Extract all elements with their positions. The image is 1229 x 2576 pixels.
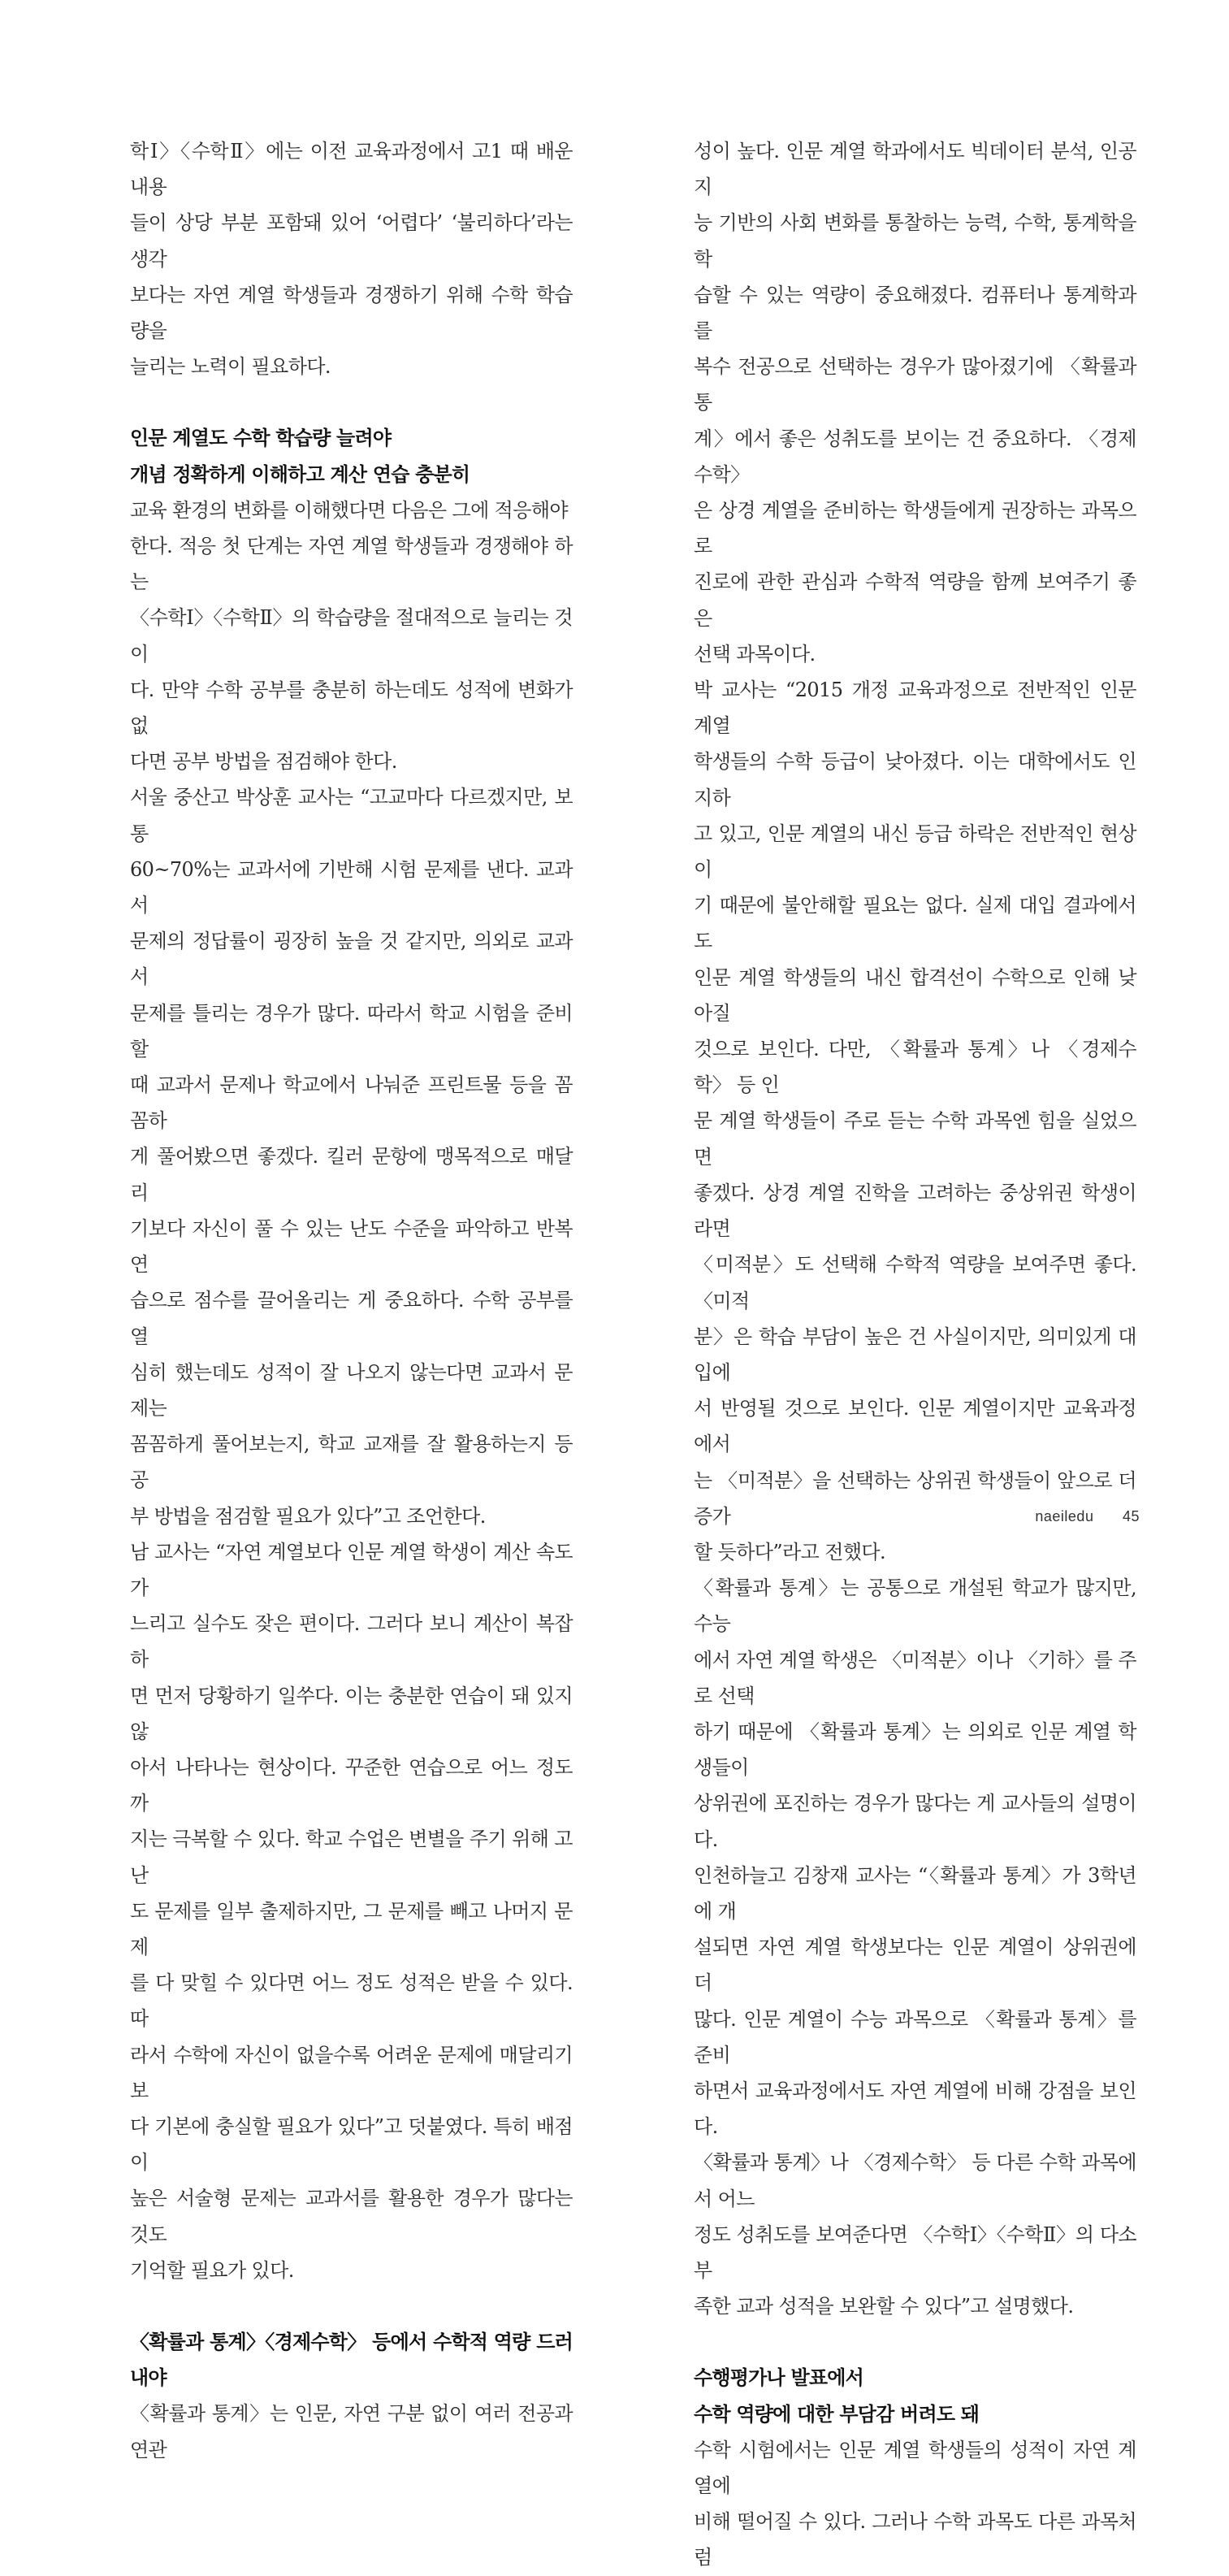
section-heading-humanities-math: 인문 계열도 수학 학습량 늘려야 개념 정확하게 이해하고 계산 연습 충분히 xyxy=(130,427,470,486)
spacer xyxy=(130,384,573,420)
section-heading-performance-assessment: 수행평가나 발표에서 수학 역량에 대한 부담감 버려도 돼 xyxy=(694,2366,980,2426)
intro-paragraph: 학Ⅰ〉〈수학Ⅱ〉에는 이전 교육과정에서 고1 때 배운 내용 들이 상당 부분 포함돼 있어 ‘어렵다’ ‘불리하다’라는 생각 보다는 자연 계열 학생들과 경쟁하기 위해 수학 학습량을 늘리는 노력이 필요하다. xyxy=(130,140,573,379)
left-column xyxy=(130,133,573,2468)
section-heading-statistics-economics: 〈확률과 통계〉〈경제수학〉 등에서 수학적 역량 드러내야 xyxy=(130,2330,573,2390)
spacer xyxy=(694,2324,1136,2360)
body-paragraph: 남 교사는 “자연 계열보다 인문 계열 학생이 계산 속도가 느리고 실수도 잦은 편이다. 그러다 보니 계산이 복잡하 면 먼저 당황하기 일쑤다. 이는 충분한 연습이 돼 있지 않 아서 나타나는 현상이다. 꾸준한 연습으로 어느 정도까 지는 극복할 수 있다. 학교 수업은 변별을 주기 위해 고난 도 문제를 일부 출제하지만, 그 문제를 빼고 나머지 문제 를 다 맞힐 수 있다면 어느 정도 성적은 받을 수 있다. 따 라서 수학에 자신이 없을수록 어려운 문제에 매달리기보 다 기본에 충실할 필요가 있다”고 덧붙였다. 특히 배점이 높은 서술형 문제는 교과서를 활용한 경우가 많다는 것도 기억할 필요가 있다. xyxy=(130,1540,573,2282)
body-paragraph: 성이 높다. 인문 계열 학과에서도 빅데이터 분석, 인공지 능 기반의 사회 변화를 통찰하는 능력, 수학, 통계학을 학 습할 수 있는 역량이 중요해졌다. 컴퓨터나 통계학과를 복수 전공으로 선택하는 경우가 많아졌기에 〈확률과 통 계〉에서 좋은 성취도를 보이는 건 중요하다. 〈경제수학〉 은 상경 계열을 준비하는 학생들에게 권장하는 과목으로 진로에 관한 관심과 수학적 역량을 함께 보여주기 좋은 선택 과목이다. xyxy=(694,140,1136,666)
body-paragraph: 수학 시험에서는 인문 계열 학생들의 성적이 자연 계열에 비해 떨어질 수 있다. 그러나 수학 과목도 다른 과목처럼 xyxy=(694,2438,1136,2569)
publication-name: naeiledu xyxy=(1035,1508,1094,1524)
body-paragraph: 〈확률과 통계〉는 공통으로 개설된 학교가 많지만, 수능 에서 자연 계열 학생은 〈미적분〉이나 〈기하〉를 주로 선택 하기 때문에 〈확률과 통계〉는 의외로 인문 계열 학생들이 상위권에 포진하는 경우가 많다는 게 교사들의 설명이다. xyxy=(694,1576,1136,1851)
spacer xyxy=(130,2288,573,2324)
body-paragraph: 〈확률과 통계〉는 인문, 자연 구분 없이 여러 전공과 연관 xyxy=(130,2402,573,2461)
right-column xyxy=(694,133,1136,2576)
body-paragraph: 인천하늘고 김창재 교사는 “〈확률과 통계〉가 3학년에 개 설되면 자연 계열 학생보다는 인문 계열이 상위권에 더 많다. 인문 계열이 수능 과목으로 〈확률과 통계〉를 준비 하면서 교육과정에서도 자연 계열에 비해 강점을 보인다. 〈확률과 통계〉나 〈경제수학〉 등 다른 수학 과목에서 어느 정도 성취도를 보여준다면 〈수학Ⅰ〉〈수학Ⅱ〉의 다소 부 족한 교과 성적을 보완할 수 있다”고 설명했다. xyxy=(694,1863,1136,2318)
body-paragraph: 서울 중산고 박상훈 교사는 “고교마다 다르겠지만, 보통 60~70%는 교과서에 기반해 시험 문제를 낸다. 교과서 문제의 정답률이 굉장히 높을 것 같지만, 의외로 교과서 문제를 틀리는 경우가 많다. 따라서 학교 시험을 준비할 때 교과서 문제나 학교에서 나눠준 프린트물 등을 꼼꼼하 게 풀어봤으면 좋겠다. 킬러 문항에 맹목적으로 매달리 기보다 자신이 풀 수 있는 난도 수준을 파악하고 반복 연 습으로 점수를 끌어올리는 게 중요하다. 수학 공부를 열 심히 했는데도 성적이 잘 나오지 않는다면 교과서 문제는 꼼꼼하게 풀어보는지, 학교 교재를 잘 활용하는지 등 공 부 방법을 점검할 필요가 있다”고 조언한다. xyxy=(130,786,573,1528)
body-paragraph: 교육 환경의 변화를 이해했다면 다음은 그에 적응해야 한다. 적응 첫 단계는 자연 계열 학생들과 경쟁해야 하는 〈수학Ⅰ〉〈수학Ⅱ〉의 학습량을 절대적으로 늘리는 것이 다. 만약 수학 공부를 충분히 하는데도 성적에 변화가 없 다면 공부 방법을 점검해야 한다. xyxy=(130,498,573,774)
page-number: 45 xyxy=(1122,1508,1140,1524)
body-paragraph: 박 교사는 “2015 개정 교육과정으로 전반적인 인문 계열 학생들의 수학 등급이 낮아졌다. 이는 대학에서도 인지하 고 있고, 인문 계열의 내신 등급 하락은 전반적인 현상이 기 때문에 불안해할 필요는 없다. 실제 대입 결과에서도 인문 계열 학생들의 내신 합격선이 수학으로 인해 낮아질 것으로 보인다. 다만, 〈확률과 통계〉나 〈경제수학〉 등 인 문 계열 학생들이 주로 듣는 수학 과목엔 힘을 실었으면 좋겠다. 상경 계열 진학을 고려하는 중상위권 학생이라면 〈미적분〉도 선택해 수학적 역량을 보여주면 좋다. 〈미적 분〉은 학습 부담이 높은 건 사실이지만, 의미있게 대입에 서 반영될 것으로 보인다. 인문 계열이지만 교육과정에서 는 〈미적분〉을 선택하는 상위권 학생들이 앞으로 더 증가 할 듯하다”라고 전했다. xyxy=(694,679,1136,1563)
page-footer xyxy=(1035,1508,1140,1525)
